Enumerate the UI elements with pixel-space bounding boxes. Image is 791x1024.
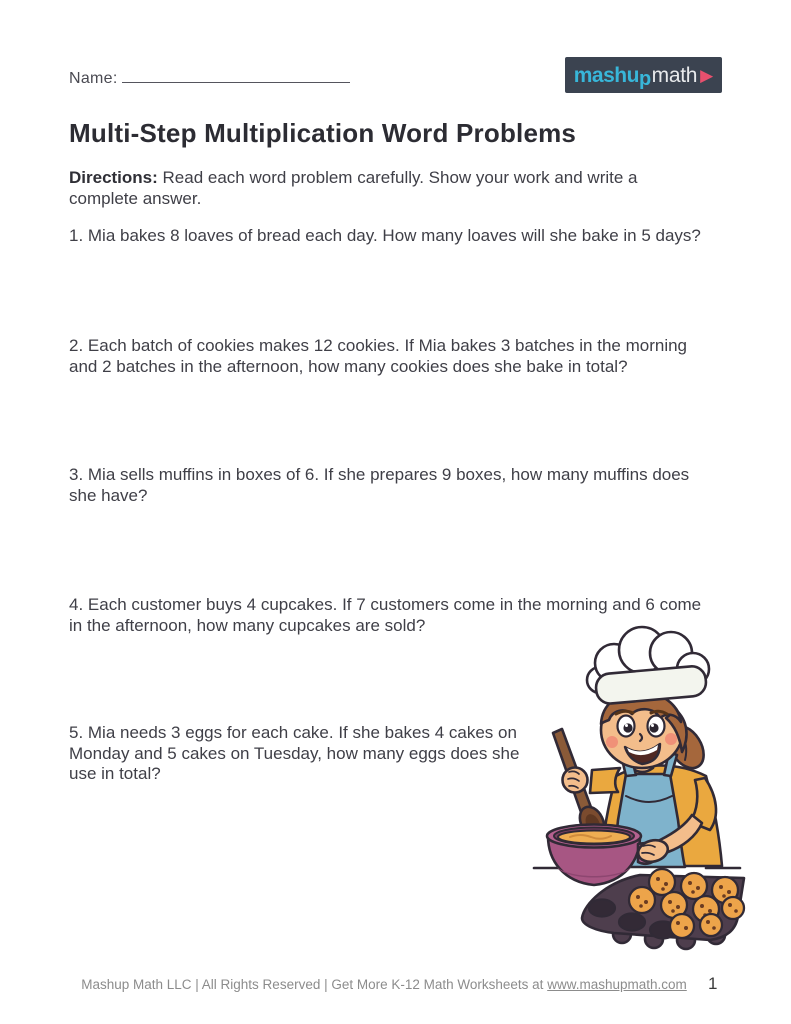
name-row	[69, 68, 350, 88]
blush-right	[665, 733, 677, 745]
directions-line2: complete answer.	[69, 188, 202, 208]
problem-3: 3. Mia sells muffins in boxes of 6. If she prepares 9 boxes, how many muffins does she have?	[69, 465, 690, 505]
name-label: Name:	[69, 70, 118, 87]
chef-hat	[587, 627, 709, 705]
problem-5: 5. Mia needs 3 eggs for each cake. If she bakes 4 cakes on Monday and 5 cakes on Tuesday, how many eggs does she use in total?	[69, 723, 520, 783]
mashupmath-logo	[565, 57, 722, 93]
logo-text-subscript: p	[638, 68, 651, 90]
directions-line1: Directions: Read each word problem carefully. Show your work and write a	[69, 168, 638, 187]
page-number: 1	[708, 974, 718, 993]
empty-cup	[589, 900, 615, 917]
logo-text-light: math	[651, 63, 698, 87]
footer-link[interactable]: www.mashupmath.com	[547, 977, 687, 992]
page-title: Multi-Step Multiplication Word Problems	[69, 118, 577, 148]
directions-label: Directions:	[69, 168, 158, 187]
empty-cup	[619, 914, 645, 931]
problem-1: 1. Mia bakes 8 loaves of bread each day. How many loaves will she bake in 5 days?	[69, 226, 701, 245]
directions	[69, 168, 638, 209]
left-hand	[563, 768, 588, 793]
play-icon: ▶	[700, 65, 714, 85]
baker-illustration	[530, 620, 791, 960]
footer	[69, 977, 699, 992]
name-blank-field[interactable]	[122, 68, 350, 83]
logo-text-bold: mashu	[573, 63, 639, 87]
problem-2: 2. Each batch of cookies makes 12 cookies. If Mia bakes 3 batches in the morning and 2 batches in the afternoon, how many cookies does she bake in total?	[69, 336, 688, 376]
problem-4: 4. Each customer buys 4 cupcakes. If 7 customers come in the morning and 6 come in the afternoon, how many cupcakes are sold?	[69, 595, 702, 635]
footer-text: Mashup Math LLC | All Rights Reserved | Get More K-12 Math Worksheets at	[81, 977, 544, 992]
blush-left	[606, 736, 618, 748]
